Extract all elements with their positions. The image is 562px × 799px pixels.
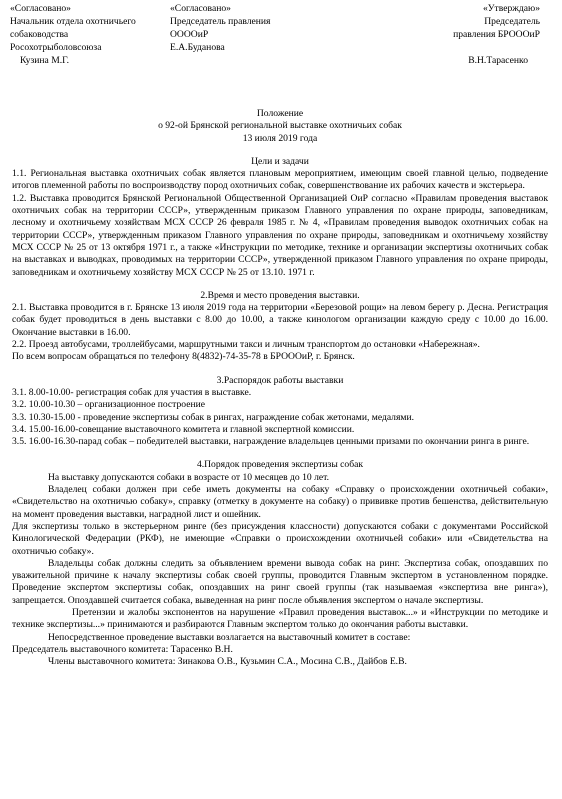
approval-left-line: собаководства xyxy=(10,29,69,40)
approval-middle-line: Председатель правления xyxy=(170,16,271,27)
approval-right-line: Председатель xyxy=(484,16,540,27)
schedule-item: 3.1. 8.00-10.00- регистрация собак для участия в выставке. xyxy=(12,386,252,398)
paragraph: 1.1. Региональная выставка охотничьих собак является плановым мероприятием, имеющим своей главной целью, подведение итогов племенной работы по воспроизводству пород охотничьих собак, совершенствование их рабочих качеств и экстерьера. xyxy=(12,168,548,192)
approval-right-line xyxy=(453,41,540,54)
approval-left-line: Росохотрыболовсоюза xyxy=(10,42,102,53)
section-3-title: 3.Распорядок работы выставки xyxy=(216,374,344,386)
document-date: 13 июля 2019 года xyxy=(242,132,318,144)
paragraph: Непосредственное проведение выставки возлагается на выставочный комитет в составе: xyxy=(48,631,411,643)
document-body xyxy=(12,108,548,668)
approval-block-middle xyxy=(170,2,270,54)
document-title: Положение xyxy=(256,108,304,119)
approval-middle-line: ООООиР xyxy=(170,29,209,40)
schedule-item: 3.4. 15.00-16.00-совещание выставочного комитета и главной экспертной комиссии. xyxy=(12,423,355,435)
paragraph: 2.1. Выставка проводится в г. Брянске 13 июля 2019 года на территории «Березовой рощи» на левом берегу р. Десна. Регистрация собак будет проводиться в день выставки с 8.00 до 10.00, а также кинологом организации каждую среду с 10.00 до 16.00. Окончание выставки в 16.00. xyxy=(12,302,548,338)
section-2-title: 2.Время и место проведения выставки. xyxy=(200,289,360,301)
paragraph: По всем вопросам обращаться по телефону 8(4832)-74-35-78 в БРОООиР, г. Брянск. xyxy=(12,351,355,363)
approval-block-left xyxy=(10,2,136,67)
schedule-item: 3.3. 10.30-15.00 - проведение экспертизы собак в рингах, награждение собак жетонами, медалями. xyxy=(12,411,414,423)
paragraph: 1.2. Выставка проводится Брянской Региональной Общественной Организацией ОиР согласно «Правилам проведения выставок охотничьих собак на территории СССР», утвержденным приказом Главного управления по охране природы, заповедникам, лесному и охотничьему хозяйствам МСХ СССР 26 февраля 1985 г. № 4, «Правилам проведения выводок охотничьих собак на территории СССР», утвержденным приказом Главного управления по охране природы, заповедникам и охотничьему хозяйству МСХ СССР № 25 от 13 октября 1971 г., а также «Инструкции по методике, технике и организации экспертизы охотничьих собак на выставках и выводках, проводимых на территории СССР», утвержденной приказом Главного управления по охране природы, заповедникам и охотничьему хозяйству МСХ СССР № 25 от 13.10. 1971 г. xyxy=(12,192,548,278)
approval-block-right xyxy=(453,2,540,67)
schedule-item: 3.5. 16.00-16.30-парад собак – победителей выставки, награждение владельцев ценными призами по окончании ринга в ринге. xyxy=(12,436,530,448)
approval-left-line: «Согласовано» xyxy=(10,3,71,14)
approval-middle-line: Е.А.Буданова xyxy=(170,42,225,53)
approval-left-line: Начальник отдела охотничьего xyxy=(10,16,136,27)
schedule-item: 3.2. 10.00-10.30 – организационное построение xyxy=(12,399,205,411)
paragraph: Для экспертизы только в экстерьерном ринге (без присуждения классности) допускаются собаки с документами Российской Кинологической Федерации (РКФ), не имеющие «Справки о происхождении охотничьей собаки» или «Свидетельства на охотничью собаку». xyxy=(12,520,548,557)
approval-left-line: Кузина М.Г. xyxy=(20,55,69,66)
paragraph: На выставку допускаются собаки в возрасте от 10 месяцев до 10 лет. xyxy=(48,471,330,483)
section-1-title: Цели и задачи xyxy=(251,155,309,167)
approval-right-line: В.Н.Тарасенко xyxy=(468,55,528,66)
paragraph: Члены выставочного комитета: Зинакова О.В., Кузьмин С.А., Мосина С.В., Дайбов Е.В. xyxy=(48,656,407,668)
paragraph: Претензии и жалобы экспонентов на нарушение «Правил проведения выставок...» и «Инструкции по методике и технике экспертизы...» принимаются и разбираются Главным экспертом только до окончания работы выставки. xyxy=(12,606,548,631)
paragraph: Председатель выставочного комитета: Тарасенко В.Н. xyxy=(12,643,233,655)
document-subtitle: о 92-ой Брянской региональной выставке охотничьих собак xyxy=(158,120,402,132)
section-4-title: 4.Порядок проведения экспертизы собак xyxy=(196,459,364,471)
paragraph: Владелец собаки должен при себе иметь документы на собаку «Справку о происхождении охотничьей собаки», «Свидетельство на охотничью собаку», справку (отметку в документе на собаку) о прививке против бешенства, действительную на момент проведения выставки, наградной лист и ошейник. xyxy=(12,484,548,520)
approval-right-line: «Утверждаю» xyxy=(482,3,540,14)
paragraph: 2.2. Проезд автобусами, троллейбусами, маршрутными такси и личным транспортом до остановки «Набережная». xyxy=(12,339,480,351)
approval-right-line: правления БРОООиР xyxy=(453,29,540,40)
paragraph: Владельцы собак должны следить за объявлением времени вывода собак на ринг. Экспертиза собак, опоздавших по уважительной причине к началу экспертизы собак своей группы, проводится Главным экспертом в установленном порядке. Проведение экспертом экспертизы собак, опоздавших на ринг своей группы (так называемая «экспертиза вне ринга»), запрещается. Опоздавшей считается собака, выведенная на ринг после объявления экспертом о начале экспертизы. xyxy=(12,557,548,606)
approval-middle-line: «Согласовано» xyxy=(170,3,231,14)
